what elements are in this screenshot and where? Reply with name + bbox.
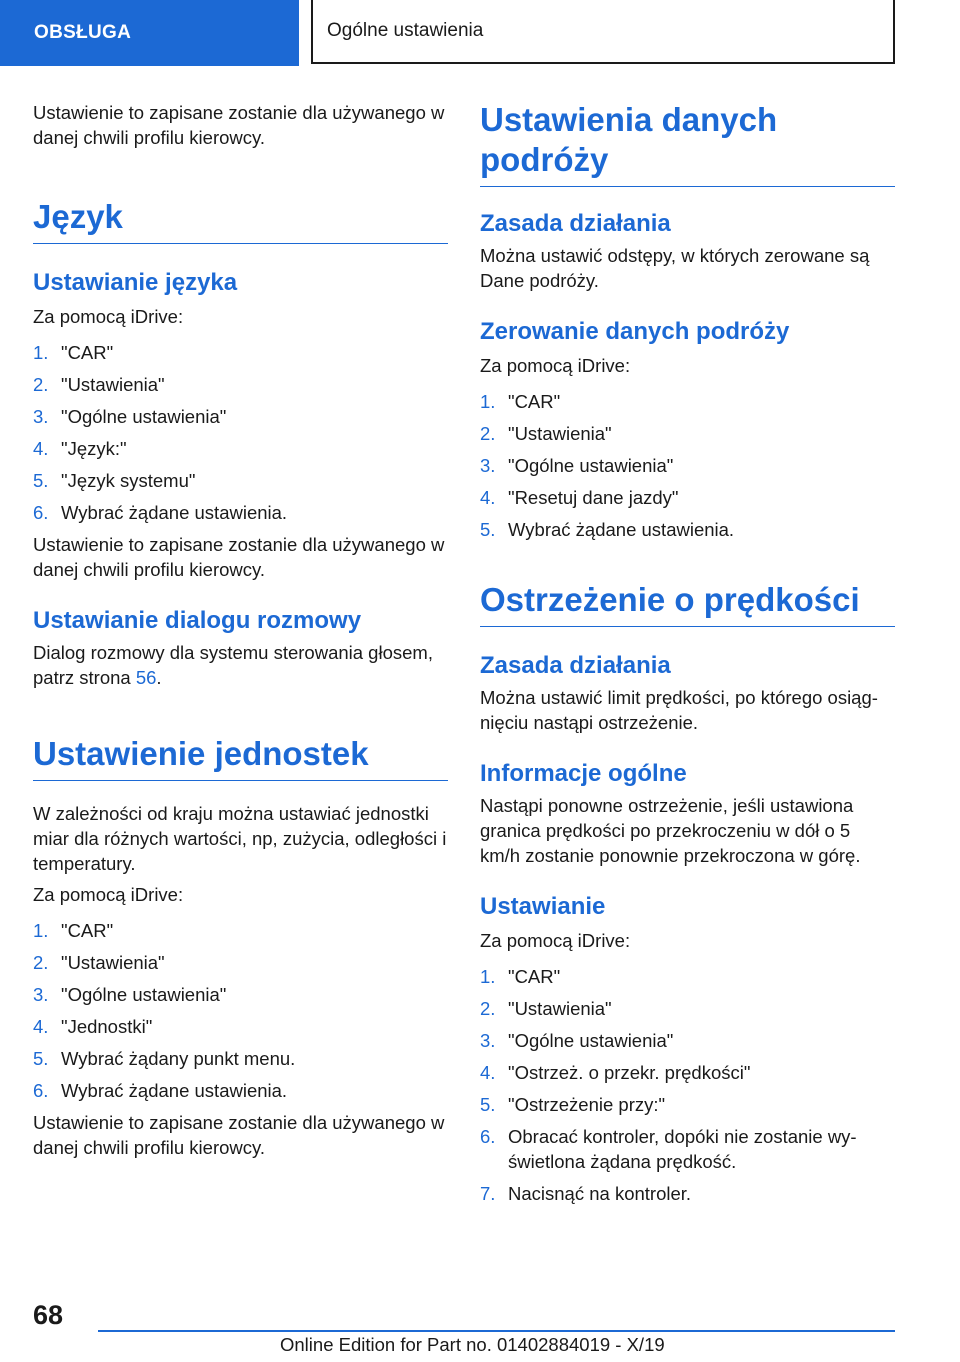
step-text: Wybrać żądane ustawienia. [61,502,288,523]
speed-setting-steps [480,964,895,1206]
step-number: 5. [33,470,49,491]
footer-edition: Online Edition for Part no. 01402884019 - X/19 [280,1334,665,1355]
heading-language: Język [33,197,448,244]
heading-speed-warning: Ostrzeżenie o prędkości [480,580,895,627]
dialog-text-end: . [156,667,162,688]
step-number: 6. [480,1126,496,1147]
left-column [33,100,448,1160]
step-number: 5. [480,519,496,540]
step-number: 3. [480,455,496,476]
list-item [480,1060,895,1085]
heading-speed-setting: Ustawianie [480,893,606,920]
page-header [0,0,960,66]
section-tab: OBSŁUGA [0,0,299,66]
step-number: 4. [480,1062,496,1083]
step-number: 2. [33,952,49,973]
list-item [480,1028,895,1053]
list-item [33,340,448,365]
list-item [480,485,895,510]
step-text: "Język:" [61,438,127,459]
heading-speed-principle: Zasada działania [480,652,671,679]
footer-divider [98,1330,895,1332]
list-item [480,964,895,989]
list-item [480,453,895,478]
step-text: "Resetuj dane jazdy" [508,487,679,508]
list-item [480,517,895,542]
list-item [33,1046,448,1071]
heading-trip-data: Ustawienia danych podróży [480,100,895,187]
step-number: 2. [480,423,496,444]
step-text: Wybrać żądane ustawienia. [508,519,735,540]
step-text: "Ustawienia" [61,374,165,395]
step-text: "Ustawienia" [508,998,612,1019]
step-text: Obracać kontroler, dopóki nie zostanie wy-świetlona żądana prędkość. [508,1126,857,1172]
heading-trip-principle: Zasada działania [480,210,671,237]
profile-note: Ustawienie to zapisane zostanie dla używanego w danej chwili profilu kierowcy. [33,534,445,580]
list-item [33,950,448,975]
step-text: "Ostrzeż. o przekr. prędkości" [508,1062,751,1083]
list-item [33,1078,448,1103]
step-text: Wybrać żądane ustawienia. [61,1080,288,1101]
step-number: 5. [480,1094,496,1115]
heading-speed-general: Informacje ogólne [480,760,687,787]
step-number: 7. [480,1183,496,1204]
list-item [33,1014,448,1039]
step-number: 3. [33,984,49,1005]
list-item [480,1181,895,1206]
list-item [480,421,895,446]
step-number: 6. [33,502,49,523]
step-number: 1. [480,391,496,412]
step-text: "Ogólne ustawienia" [508,1030,674,1051]
heading-dialog-setting: Ustawianie dialogu rozmowy [33,607,362,634]
list-item [33,982,448,1007]
idrive-intro: Za pomocą iDrive: [33,306,184,327]
speed-principle-text: Można ustawić limit prędkości, po którego osiąg-nięciu nastąpi ostrzeżenie. [480,687,878,733]
step-text: "Ogólne ustawienia" [61,984,227,1005]
step-text: "Język systemu" [61,470,196,491]
step-number: 2. [480,998,496,1019]
step-text: "Ogólne ustawienia" [61,406,227,427]
step-number: 4. [33,1016,49,1037]
dialog-text [33,640,448,690]
intro-note: Ustawienie to zapisane zostanie dla używanego w danej chwili profilu kierowcy. [33,102,445,148]
trip-reset-steps [480,389,895,542]
step-text: "Ustawienia" [61,952,165,973]
step-text: "CAR" [508,391,561,412]
step-number: 6. [33,1080,49,1101]
page-number: 68 [33,1300,64,1330]
step-text: "Ostrzeżenie przy:" [508,1094,666,1115]
list-item [33,436,448,461]
speed-general-text: Nastąpi ponowne ostrzeżenie, jeśli ustawiona granica prędkości po przekroczeniu w dół o 5 km/h zostanie ponownie przekroczona w górę. [480,795,861,866]
units-steps [33,918,448,1103]
step-number: 3. [480,1030,496,1051]
dialog-text-body: Dialog rozmowy dla systemu sterowania głosem, patrz strona [33,642,433,688]
heading-trip-reset: Zerowanie danych podróży [480,318,790,345]
right-column [480,100,895,1213]
step-number: 4. [33,438,49,459]
page-reference-link[interactable]: 56 [135,667,157,688]
idrive-intro: Za pomocą iDrive: [480,930,631,951]
step-number: 3. [33,406,49,427]
heading-units: Ustawienie jednostek [33,734,448,781]
step-number: 5. [33,1048,49,1069]
step-text: "Ustawienia" [508,423,612,444]
step-number: 2. [33,374,49,395]
step-text: "Ogólne ustawienia" [508,455,674,476]
list-item [480,996,895,1021]
idrive-intro: Za pomocą iDrive: [480,355,631,376]
units-text: W zależności od kraju można ustawiać jednostki miar dla różnych wartości, np, zużycia, odległości i temperatury. [33,803,447,874]
step-text: "Jednostki" [61,1016,153,1037]
step-number: 4. [480,487,496,508]
step-number: 1. [33,342,49,363]
list-item [480,389,895,414]
list-item [480,1124,895,1174]
list-item [33,468,448,493]
step-text: "CAR" [508,966,561,987]
step-number: 1. [480,966,496,987]
step-text: Wybrać żądany punkt menu. [61,1048,296,1069]
list-item [480,1092,895,1117]
language-steps [33,340,448,525]
list-item [33,372,448,397]
step-text: "CAR" [61,920,114,941]
profile-note: Ustawienie to zapisane zostanie dla używanego w danej chwili profilu kierowcy. [33,1112,445,1158]
heading-language-setting: Ustawianie języka [33,269,238,296]
chapter-title: Ogólne ustawienia [311,0,895,64]
step-number: 1. [33,920,49,941]
list-item [33,918,448,943]
step-text: Nacisnąć na kontroler. [508,1183,692,1204]
idrive-intro: Za pomocą iDrive: [33,884,184,905]
list-item [33,404,448,429]
list-item [33,500,448,525]
trip-principle-text: Można ustawić odstępy, w których zerowane są Dane podróży. [480,245,870,291]
step-text: "CAR" [61,342,114,363]
